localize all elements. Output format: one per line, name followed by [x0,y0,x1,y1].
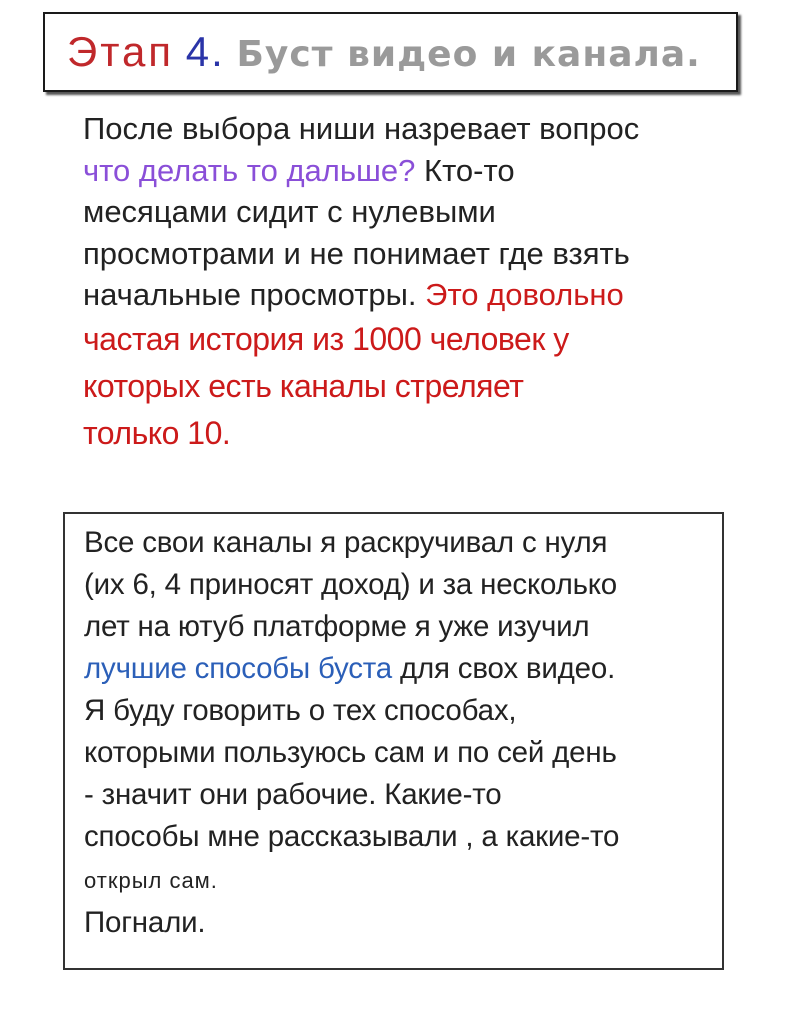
body-paragraph [84,522,714,944]
body-line: (их 6, 4 приносят доход) и за несколько [84,568,618,601]
body-line: открыл сам. [84,868,218,893]
body-blue-highlight: лучшие способы буста [84,652,392,685]
intro-red-highlight: только 10. [83,414,231,451]
intro-line: просмотрами и не понимает где взять [83,235,630,271]
intro-red-highlight: частая история из 1000 человек у [83,320,569,357]
intro-question-highlight: что делать то дальше? [83,152,416,188]
body-line: Я буду говорить о тех способах, [84,694,517,727]
body-line: Все свои каналы я раскручивал с нуля [84,526,608,559]
intro-red-highlight: Это довольно [425,277,624,312]
title-topic: Буст видео и канала. [236,34,701,75]
intro-line: месяцами сидит с нулевыми [83,194,496,229]
body-line: лет на ютуб платформе я уже изучил [84,610,590,643]
body-line: - значит они рабочие. Какие-то [84,778,502,811]
intro-line: После выбора ниши назревает вопрос [83,111,640,146]
body-box [63,512,724,970]
title-box [43,12,738,92]
body-line: способы мне рассказывали , а какие-то [84,820,620,853]
intro-line: Кто-то [424,152,515,188]
intro-red-highlight: которых есть каналы стреляет [83,367,524,404]
title-stage-word: Этап [67,28,175,75]
intro-paragraph [83,108,723,457]
body-line: которыми пользуюсь сам и по сей день [84,736,617,769]
body-line: Погнали. [84,906,206,939]
intro-line: начальные просмотры. [83,277,417,312]
title-stage-number: 4. [185,28,225,75]
slide-title [67,24,701,83]
body-line: для свох видео. [400,652,616,685]
